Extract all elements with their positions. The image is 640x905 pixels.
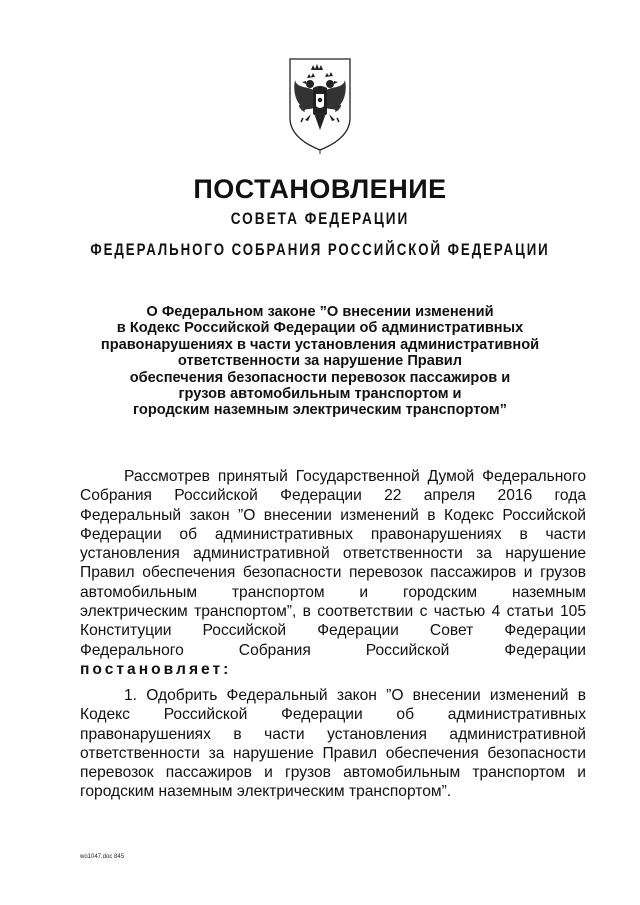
text-line: Федеральный закон ”О внесении изменений в Кодекс Российской [80, 506, 586, 524]
item-1-paragraph [80, 686, 586, 802]
subject-line: правонарушениях в части установления административной [100, 336, 540, 353]
text-line: Конституции Российской Федерации Совет Федерации [80, 622, 586, 640]
coat-of-arms-emblem [287, 56, 353, 154]
subject-line: в Кодекс Российской Федерации об административных [116, 320, 524, 337]
document-code: wo1047.doc 845 [80, 854, 125, 860]
resolves-word: постановляет: [80, 660, 232, 678]
text-line: Федерального Собрания Российской Федерации [80, 641, 586, 659]
text-line: перевозок пассажиров и грузов автомобильным транспортом и [80, 764, 586, 782]
issuer-line-2: ФЕДЕРАЛЬНОГО СОБРАНИЯ РОССИЙСКОЙ ФЕДЕРАЦИИ [90, 240, 550, 259]
subject-line: городским наземным электрическим транспортом” [133, 402, 507, 419]
text-line: Правил обеспечения безопасности перевозок пассажиров и грузов [80, 564, 586, 582]
text-line: ответственности за нарушение Правил обеспечения безопасности [80, 744, 586, 762]
text-line: Собрания Российской Федерации 22 апреля 2016 года [80, 487, 586, 505]
text-line: Рассмотрев принятый Государственной Думой Федерального [124, 468, 586, 485]
text-line: городским наземным электрическим транспортом”. [80, 783, 452, 801]
preamble-paragraph [80, 467, 586, 679]
text-line: автомобильным транспортом и городским наземным [80, 583, 586, 601]
text-line: 1. Одобрить Федеральный закон ”О внесении изменений в [124, 687, 586, 704]
subject-line: обеспечения безопасности перевозок пассажиров и [129, 369, 511, 386]
subject-line: грузов автомобильным транспортом и [178, 386, 462, 403]
text-line: Кодекс Российской Федерации об административных [80, 706, 586, 724]
text-line: электрическим транспортом”, в соответствии с частью 4 статьи 105 [80, 603, 586, 621]
subject-line: О Федеральном законе ”О внесении изменений [146, 304, 494, 320]
document-title: ПОСТАНОВЛЕНИЕ [193, 174, 447, 204]
text-line: установления административной ответственности за нарушение [80, 545, 586, 563]
text-line: правонарушениях в части установления административной [80, 725, 586, 743]
resolution-subject [80, 304, 560, 419]
text-line: Федерации об административных правонарушениях в части [80, 525, 586, 543]
subject-line: ответственности за нарушение Правил [177, 353, 463, 370]
issuer-line-1: СОВЕТА ФЕДЕРАЦИИ [230, 209, 410, 228]
